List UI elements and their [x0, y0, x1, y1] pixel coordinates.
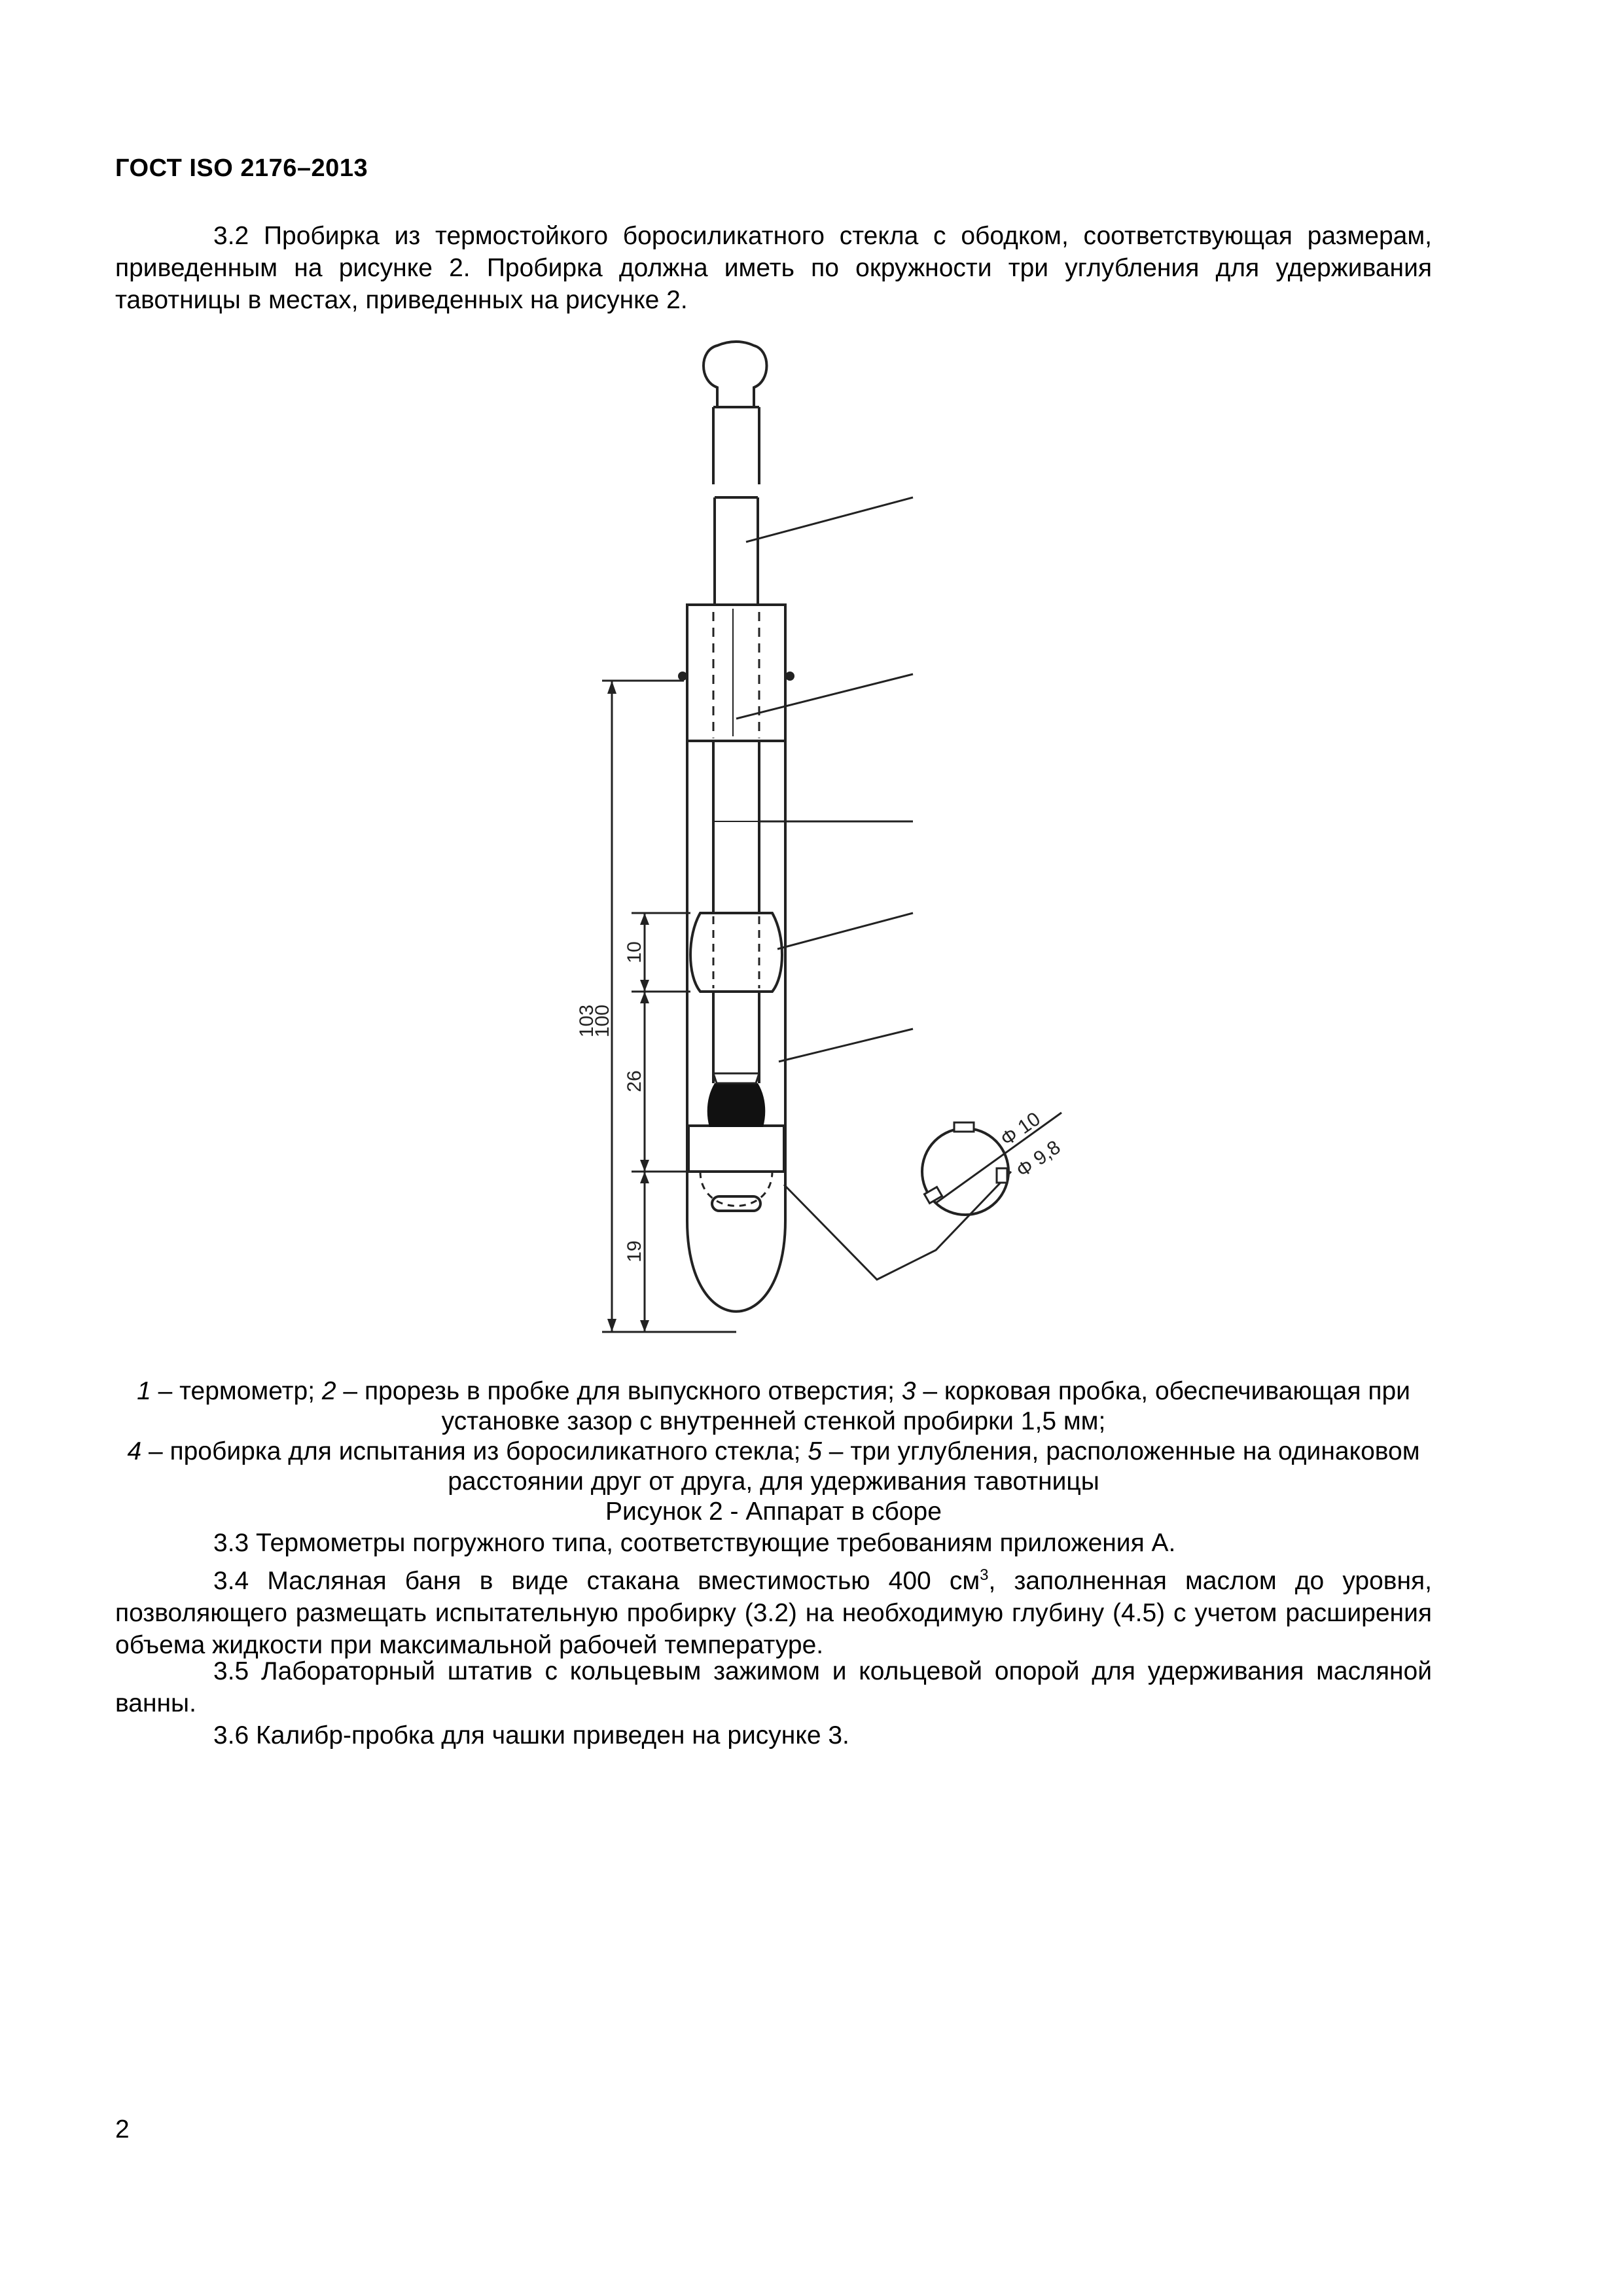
thermometer-top-bulb: [704, 342, 767, 407]
page-number: 2: [115, 2115, 130, 2144]
section-3-2: 3.2 Пробирка из термостойкого боросиликатного стекла с ободком, соответствующая размерам, приведенным на рисунке 2. Пробирка должна иметь по окружности три углубления для удерживания тавотницы в местах, приведенных на рисунке 2.: [115, 222, 1432, 314]
dim-100: 100: [592, 1004, 613, 1038]
leader-5: [779, 1029, 913, 1062]
leader-1: [746, 497, 913, 542]
dim-26: 26: [624, 1070, 645, 1092]
section-3-6: 3.6 Калибр-пробка для чашки приведен на рисунке 3.: [213, 1721, 849, 1749]
document-header: ГОСТ ISO 2176–2013: [115, 154, 368, 182]
leader-dimples: [784, 1172, 1011, 1280]
section-3-3: 3.3 Термометры погружного типа, соответствующие требованиям приложения А.: [213, 1529, 1176, 1557]
dim-phi98: Φ 9,8: [1012, 1136, 1065, 1182]
cross-section-circle: [922, 1128, 1008, 1215]
section-3-4: 3.4 Масляная баня в виде стакана вместимостью 400 $см^3$, заполненная маслом до уровня, позволяющего размещать испытательную пробирку (3.2) на необходимую глубину (4.5) с учетом расширения объема жидкости при максимальной рабочей температуре.: [115, 1566, 1432, 1659]
cork-stopper: [687, 605, 785, 741]
figure-legend-1: 1 – термометр; 2 – прорезь в пробке для выпускного отверстия; 3 – корковая пробка, обеспечивающая при установке зазор с внутренней стенкой пробирки 1,5 мм;: [137, 1377, 1410, 1435]
grease-cup: [690, 913, 782, 992]
dim-10: 10: [624, 941, 645, 963]
figure-legend-2: 4 – пробирка для испытания из боросиликатного стекла; 5 – три углубления, расположенные на одинаковом расстоянии друг от друга, для удерживания тавотницы: [127, 1437, 1420, 1496]
dim-103: 103: [576, 1004, 597, 1038]
thermometer-upper: [713, 407, 759, 484]
thermometer-bulb: [707, 1083, 766, 1127]
leader-2: [736, 674, 913, 719]
dim-19: 19: [624, 1240, 645, 1263]
figure-title: Рисунок 2 - Аппарат в сборе: [605, 1498, 942, 1526]
test-tube-wall: [687, 741, 785, 1312]
dim-phi10: Φ 10: [997, 1108, 1044, 1151]
section-3-5: 3.5 Лабораторный штатив с кольцевым зажимом и кольцевой опорой для удерживания масляной ванны.: [115, 1657, 1432, 1717]
leader-4: [777, 913, 913, 949]
